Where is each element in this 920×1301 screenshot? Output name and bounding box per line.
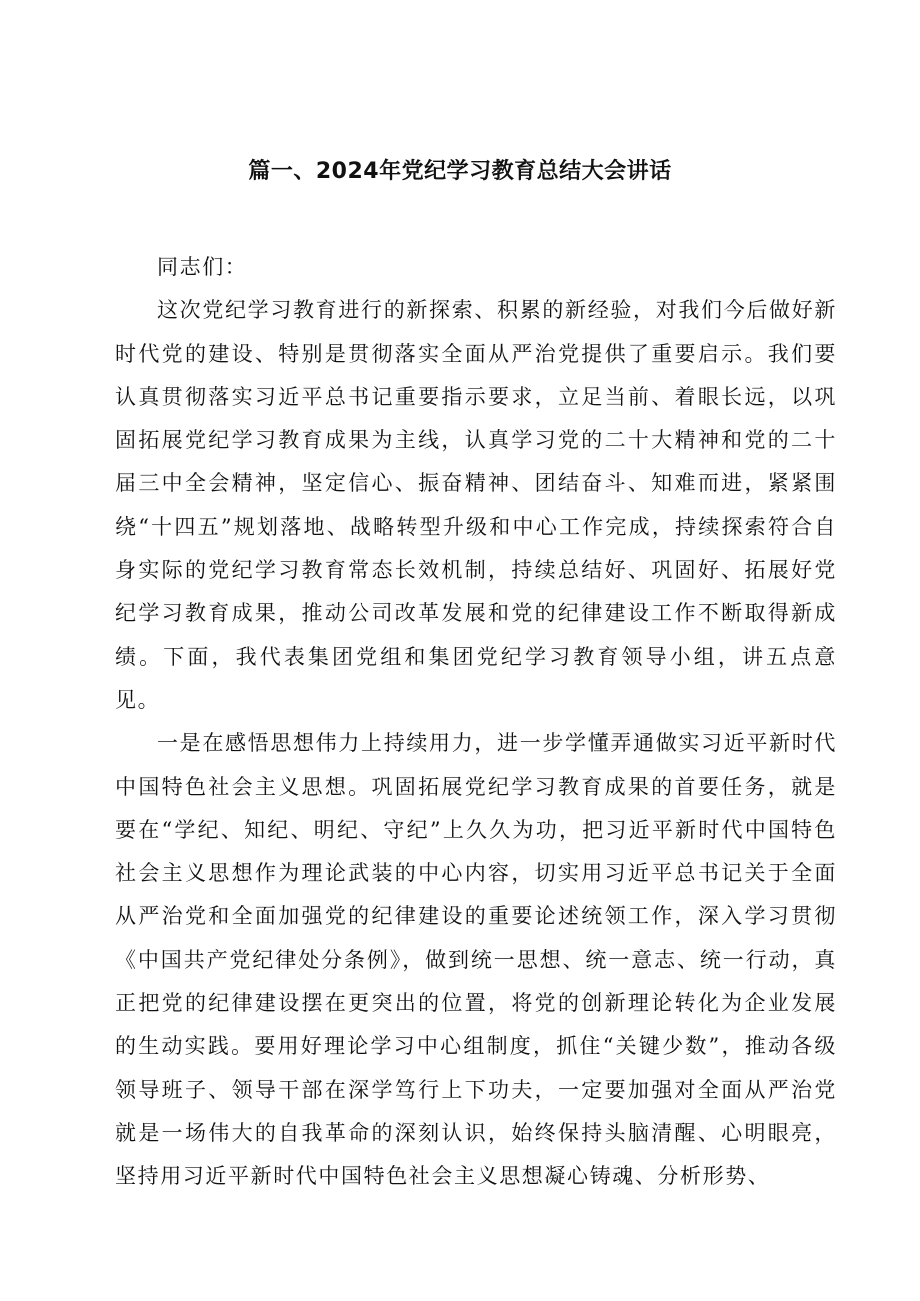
document-title: 篇一、2024年党纪学习教育总结大会讲话 bbox=[248, 159, 672, 184]
salutation: 同志们： bbox=[157, 255, 248, 279]
paragraph-intro: 这次党纪学习教育进行的新探索、积累的新经验，对我们今后做好新时代党的建设、特别是贯彻落实全面从严治党提供了重要启示。我们要认真贯彻落实习近平总书记重要指示要求，立足当前、着眼长远，以巩固拓展党纪学习教育成果为主线，认真学习党的二十大精神和党的二十届三中全会精神，坚定信心、振奋精神、团结奋斗、知难而进，紧紧围绕“十四五”规划落地、战略转型升级和中心工作完成，持续探索符合自身实际的党纪学习教育常态长效机制，持续总结好、巩固好、拓展好党纪学习教育成果，推动公司改革发展和党的纪律建设工作不断取得新成绩。下面，我代表集团党组和集团党纪学习教育领导小组，讲五点意见。 bbox=[115, 298, 837, 712]
paragraph-point-one: 一是在感悟思想伟力上持续用力，进一步学懂弄通做实习近平新时代中国特色社会主义思想。巩固拓展党纪学习教育成果的首要任务，就是要在“学纪、知纪、明纪、守纪”上久久为功，把习近平新时代中国特色社会主义思想作为理论武装的中心内容，切实用习近平总书记关于全面从严治党和全面加强党的纪律建设的重要论述统领工作，深入学习贯彻《中国共产党纪律处分条例》，做到统一思想、统一意志、统一行动，真正把党的纪律建设摆在更突出的位置，将党的创新理论转化为企业发展的生动实践。要用好理论学习中心组制度，抓住“关键少数”，推动各级领导班子、领导干部在深学笃行上下功夫，一定要加强对全面从严治党就是一场伟大的自我革命的深刻认识，始终保持头脑清醒、心明眼亮，坚持用习近平新时代中国特色社会主义思想凝心铸魂、分析形势、 bbox=[115, 731, 837, 1189]
document-body bbox=[115, 246, 837, 1199]
